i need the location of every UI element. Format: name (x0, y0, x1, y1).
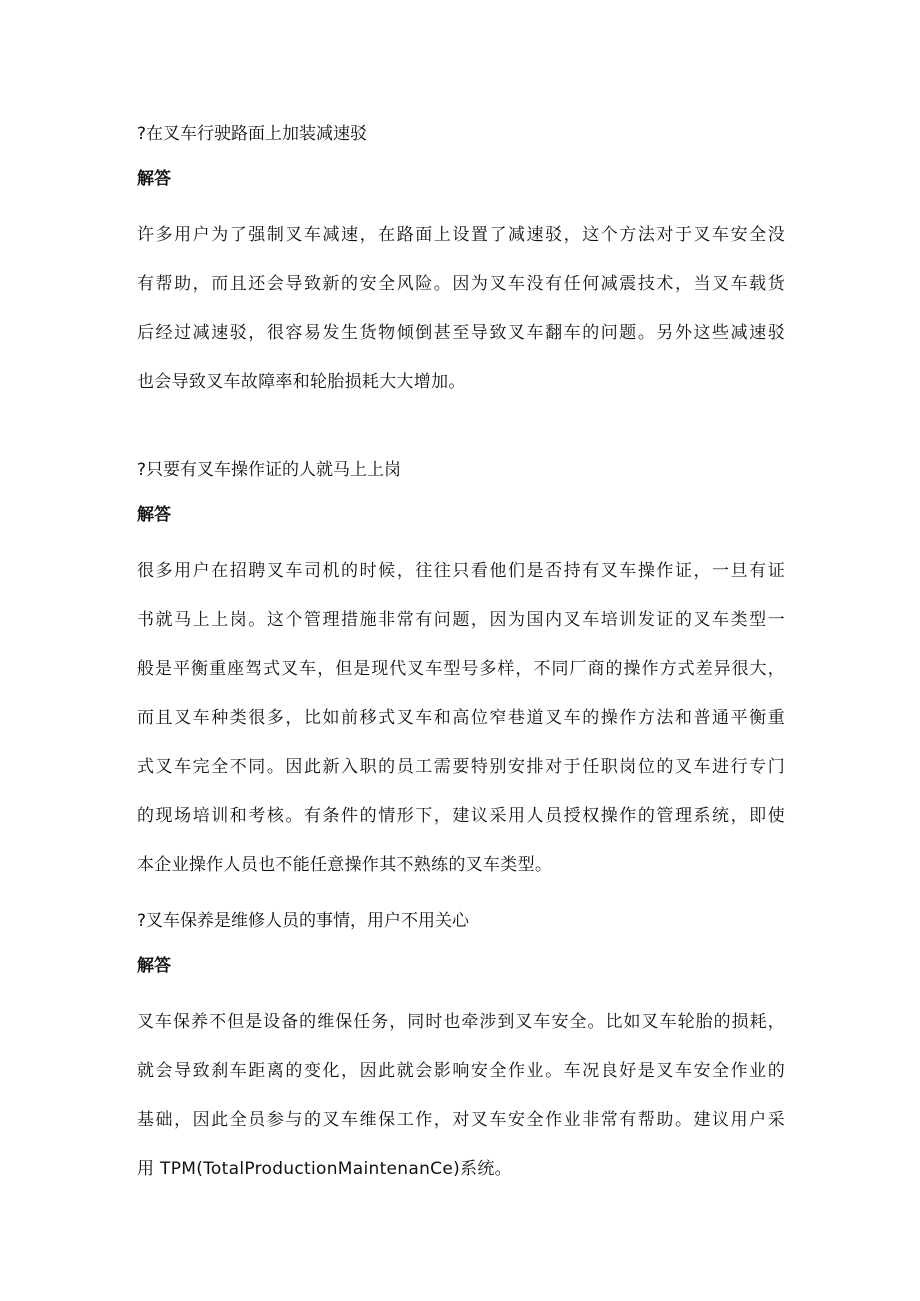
paragraph-line: 的现场培训和考核。有条件的情形下，建议采用人员授权操作的管理系统，即使 (137, 806, 785, 826)
answer-paragraph (137, 547, 785, 890)
paragraph-line: 本企业操作人员也不能任意操作其不熟练的叉车类型。 (137, 855, 553, 875)
faq-section-operator-license (137, 458, 785, 890)
question-heading: ?只要有叉车操作证的人就马上上岗 (137, 460, 402, 480)
paragraph-line: 用 TPM(TotalProductionMaintenanCe)系统。 (137, 1159, 512, 1179)
answer-label: 解答 (137, 169, 171, 189)
question-heading: ?在叉车行驶路面上加装减速驳 (137, 124, 368, 144)
paragraph-line: 般是平衡重座驾式叉车，但是现代叉车型号多样，不同厂商的操作方式差异很大， (137, 659, 785, 679)
paragraph-line: 有帮助，而且还会导致新的安全风险。因为叉车没有任何减震技术，当叉车载货 (137, 274, 785, 294)
answer-label: 解答 (137, 956, 171, 976)
paragraph-line: 叉车保养不但是设备的维保任务，同时也牵涉到叉车安全。比如叉车轮胎的损耗， (137, 1012, 785, 1032)
paragraph-line: 很多用户在招聘叉车司机的时候，往往只看他们是否持有叉车操作证，一旦有证 (137, 561, 785, 581)
faq-section-speed-bumps (137, 122, 785, 407)
paragraph-line: 就会导致刹车距离的变化，因此就会影响安全作业。车况良好是叉车安全作业的 (137, 1061, 785, 1081)
question-heading: ?叉车保养是维修人员的事情，用户不用关心 (137, 911, 470, 931)
paragraph-line: 基础，因此全员参与的叉车维保工作，对叉车安全作业非常有帮助。建议用户采 (137, 1110, 785, 1130)
paragraph-line: 也会导致叉车故障率和轮胎损耗大大增加。 (137, 372, 466, 392)
paragraph-line: 后经过减速驳，很容易发生货物倾倒甚至导致叉车翻车的问题。另外这些减速驳 (137, 323, 785, 343)
answer-paragraph (137, 998, 785, 1194)
paragraph-line: 而且叉车种类很多，比如前移式叉车和高位窄巷道叉车的操作方法和普通平衡重 (137, 708, 785, 728)
answer-paragraph (137, 211, 785, 407)
paragraph-line: 书就马上上岗。这个管理措施非常有问题，因为国内叉车培训发证的叉车类型一 (137, 610, 785, 630)
answer-label: 解答 (137, 505, 171, 525)
paragraph-line: 许多用户为了强制叉车减速，在路面上设置了减速驳，这个方法对于叉车安全没 (137, 225, 785, 245)
paragraph-line: 式叉车完全不同。因此新入职的员工需要特别安排对于任职岗位的叉车进行专门 (137, 757, 785, 777)
faq-section-maintenance (137, 909, 785, 1194)
